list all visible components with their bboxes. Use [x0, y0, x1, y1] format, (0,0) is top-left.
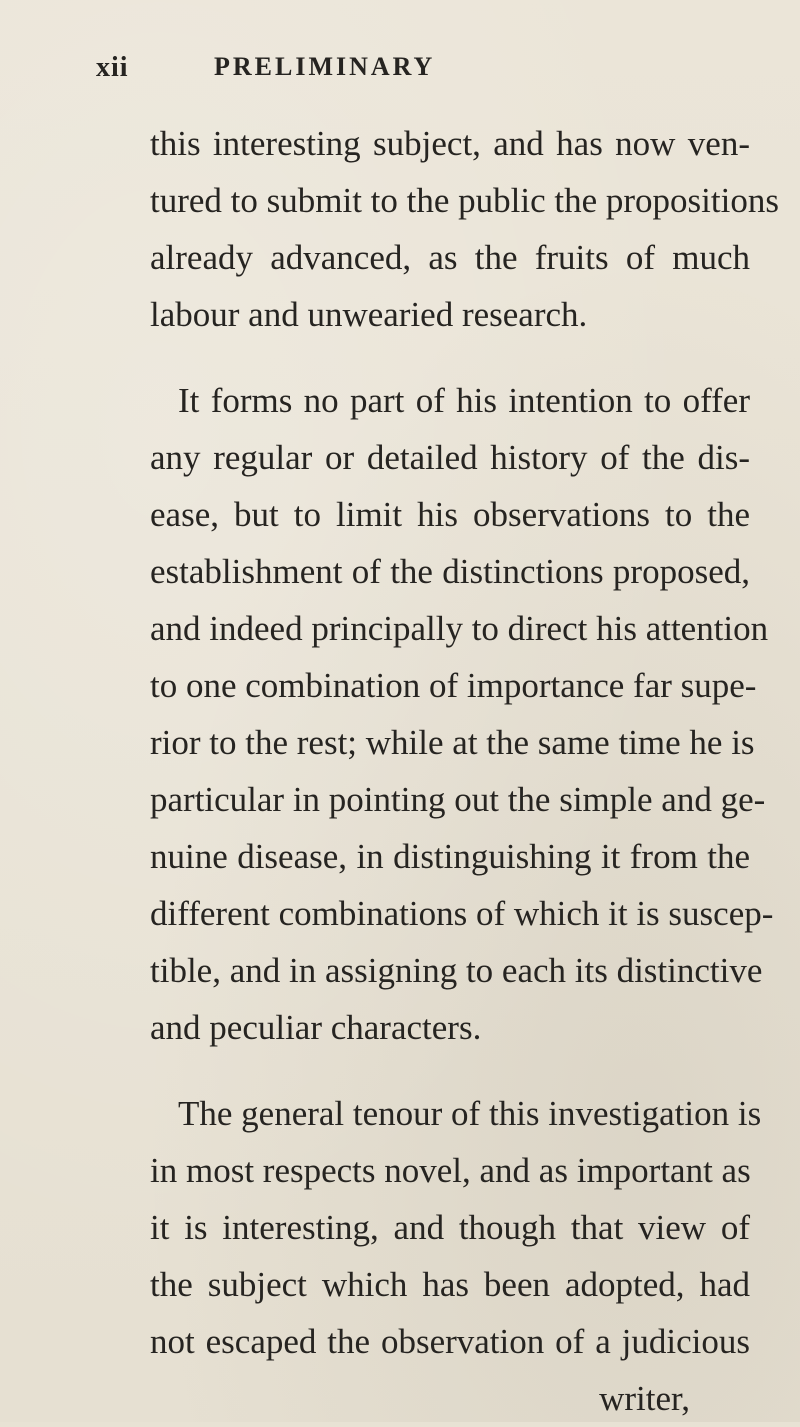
- text-line: to one combination of importance far supe-: [150, 666, 757, 705]
- text-line: this interesting subject, and has now ven-: [150, 124, 750, 163]
- text-line: It forms no part of his intention to offer: [178, 381, 750, 420]
- text-line: ease, but to limit his observations to the: [150, 495, 750, 534]
- paragraph-gap: [150, 343, 750, 372]
- catchword: writer,: [599, 1379, 690, 1418]
- text-line: it is interesting, and though that view of: [150, 1208, 750, 1247]
- text-line: particular in pointing out the simple and ge-: [150, 780, 766, 819]
- text-line: The general tenour of this investigation is: [178, 1094, 762, 1133]
- paragraph-gap: [150, 1056, 750, 1085]
- text-line: different combinations of which it is suscep-: [150, 894, 774, 933]
- paragraph: [150, 1085, 762, 1427]
- text-line: in most respects novel, and as important as: [150, 1151, 751, 1190]
- paragraph: [150, 115, 779, 343]
- text-line: establishment of the distinctions proposed,: [150, 552, 750, 591]
- text-line: and indeed principally to direct his attention: [150, 609, 769, 648]
- page-number: xii: [96, 52, 129, 83]
- text-line: labour and unwearied research.: [150, 295, 588, 334]
- text-line: already advanced, as the fruits of much: [150, 238, 750, 277]
- text-line: the subject which has been adopted, had: [150, 1265, 750, 1304]
- body-text: [150, 115, 779, 1427]
- running-title: PRELIMINARY: [214, 52, 436, 81]
- text-line: not escaped the observation of a judicious: [150, 1322, 750, 1361]
- running-head: [96, 52, 736, 92]
- text-line: any regular or detailed history of the dis-: [150, 438, 750, 477]
- paragraph: [150, 372, 774, 1056]
- text-line: rior to the rest; while at the same time he is: [150, 723, 755, 762]
- text-line: and peculiar characters.: [150, 1008, 482, 1047]
- text-line: tible, and in assigning to each its distinctive: [150, 951, 763, 990]
- text-line: tured to submit to the public the propositions: [150, 181, 779, 220]
- text-line: nuine disease, in distinguishing it from the: [150, 837, 750, 876]
